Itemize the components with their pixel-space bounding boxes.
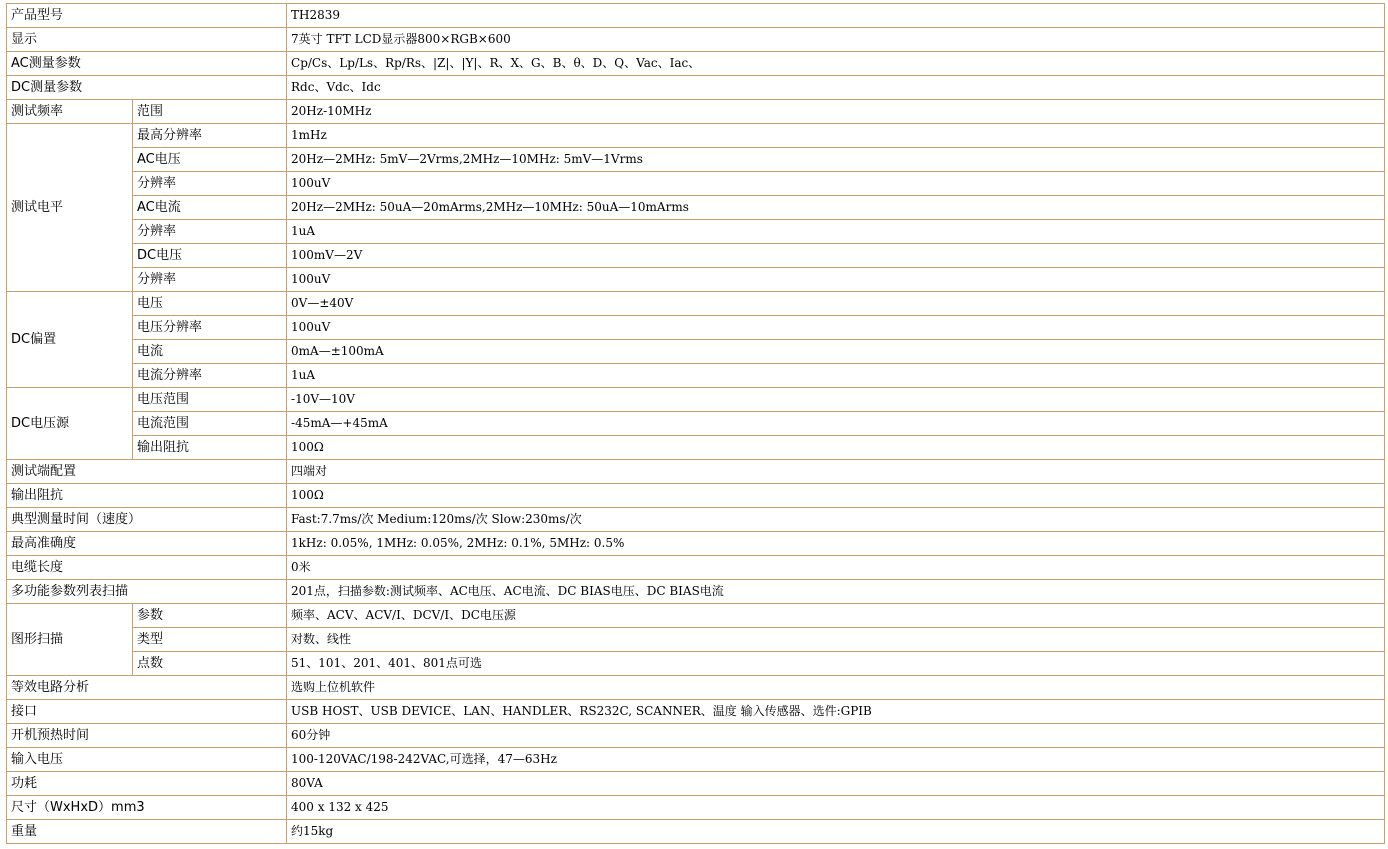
spec-value: 对数、线性	[287, 628, 1385, 652]
spec-value: 选购上位机软件	[287, 676, 1385, 700]
spec-value: 1uA	[287, 220, 1385, 244]
spec-sub-label: 电流范围	[133, 412, 287, 436]
spec-row	[7, 340, 1385, 364]
spec-sub-label: 分辨率	[133, 268, 287, 292]
spec-label: 显示	[7, 28, 287, 52]
spec-group-label: 图形扫描	[7, 604, 133, 676]
spec-sub-label: 电流	[133, 340, 287, 364]
spec-label: 等效电路分析	[7, 676, 287, 700]
spec-value: 1uA	[287, 364, 1385, 388]
spec-row	[7, 316, 1385, 340]
spec-label: 输入电压	[7, 748, 287, 772]
spec-label: 测试端配置	[7, 460, 287, 484]
spec-label: 产品型号	[7, 4, 287, 28]
spec-row	[7, 652, 1385, 676]
spec-value: 51、101、201、401、801点可选	[287, 652, 1385, 676]
spec-table-body	[7, 4, 1385, 844]
spec-row	[7, 580, 1385, 604]
spec-group-label: DC电压源	[7, 388, 133, 460]
spec-value: 频率、ACV、ACV/I、DCV/I、DC电压源	[287, 604, 1385, 628]
spec-value: 20Hz-10MHz	[287, 100, 1385, 124]
spec-sub-label: 最高分辨率	[133, 124, 287, 148]
spec-row	[7, 244, 1385, 268]
spec-row	[7, 628, 1385, 652]
spec-label: 输出阻抗	[7, 484, 287, 508]
spec-row	[7, 532, 1385, 556]
spec-value: Cp/Cs、Lp/Ls、Rp/Rs、|Z|、|Y|、R、X、G、B、θ、D、Q、Vac、Iac、	[287, 52, 1385, 76]
spec-row	[7, 28, 1385, 52]
spec-value: -45mA—+45mA	[287, 412, 1385, 436]
spec-sub-label: 参数	[133, 604, 287, 628]
spec-row	[7, 556, 1385, 580]
spec-row	[7, 148, 1385, 172]
spec-value: 400 x 132 x 425	[287, 796, 1385, 820]
spec-value: 0米	[287, 556, 1385, 580]
spec-row	[7, 52, 1385, 76]
spec-value: 1kHz: 0.05%, 1MHz: 0.05%, 2MHz: 0.1%, 5MHz: 0.5%	[287, 532, 1385, 556]
spec-row	[7, 268, 1385, 292]
spec-row	[7, 700, 1385, 724]
spec-row	[7, 820, 1385, 844]
spec-value: 约15kg	[287, 820, 1385, 844]
spec-row	[7, 772, 1385, 796]
spec-value: 100-120VAC/198-242VAC,可选择，47—63Hz	[287, 748, 1385, 772]
spec-label: AC测量参数	[7, 52, 287, 76]
spec-row	[7, 220, 1385, 244]
spec-row	[7, 388, 1385, 412]
spec-row	[7, 196, 1385, 220]
spec-value: 201点，扫描参数:测试频率、AC电压、AC电流、DC BIAS电压、DC BIAS电流	[287, 580, 1385, 604]
spec-value: 100Ω	[287, 436, 1385, 460]
spec-row	[7, 76, 1385, 100]
spec-group-label: DC偏置	[7, 292, 133, 388]
spec-sub-label: 分辨率	[133, 172, 287, 196]
spec-row	[7, 676, 1385, 700]
spec-sub-label: AC电流	[133, 196, 287, 220]
spec-sub-label: 类型	[133, 628, 287, 652]
spec-table	[6, 3, 1385, 844]
spec-row	[7, 460, 1385, 484]
spec-sub-label: 电压范围	[133, 388, 287, 412]
spec-value: USB HOST、USB DEVICE、LAN、HANDLER、RS232C, SCANNER、温度 输入传感器、选件:GPIB	[287, 700, 1385, 724]
spec-value: 100uV	[287, 316, 1385, 340]
spec-row	[7, 508, 1385, 532]
spec-value: 100mV—2V	[287, 244, 1385, 268]
spec-label: 功耗	[7, 772, 287, 796]
spec-value: Rdc、Vdc、Idc	[287, 76, 1385, 100]
spec-value: 0mA—±100mA	[287, 340, 1385, 364]
spec-value: 20Hz—2MHz: 50uA—20mArms,2MHz—10MHz: 50uA—10mArms	[287, 196, 1385, 220]
spec-value: 100uV	[287, 268, 1385, 292]
spec-label: 多功能参数列表扫描	[7, 580, 287, 604]
spec-label: 最高准确度	[7, 532, 287, 556]
spec-label: DC测量参数	[7, 76, 287, 100]
spec-row	[7, 172, 1385, 196]
spec-row	[7, 364, 1385, 388]
spec-row	[7, 412, 1385, 436]
spec-value: 80VA	[287, 772, 1385, 796]
spec-label: 接口	[7, 700, 287, 724]
spec-value: 四端对	[287, 460, 1385, 484]
spec-value: 20Hz—2MHz: 5mV—2Vrms,2MHz—10MHz: 5mV—1Vrms	[287, 148, 1385, 172]
spec-value: 7英寸 TFT LCD显示器800×RGB×600	[287, 28, 1385, 52]
spec-label: 典型测量时间（速度）	[7, 508, 287, 532]
spec-value: Fast:7.7ms/次 Medium:120ms/次 Slow:230ms/次	[287, 508, 1385, 532]
spec-sub-label: 电压	[133, 292, 287, 316]
spec-sub-label: 范围	[133, 100, 287, 124]
spec-label: 尺寸（WxHxD）mm3	[7, 796, 287, 820]
spec-group-label: 测试频率	[7, 100, 133, 124]
spec-row	[7, 292, 1385, 316]
spec-sub-label: 输出阻抗	[133, 436, 287, 460]
spec-value: 60分钟	[287, 724, 1385, 748]
spec-row	[7, 724, 1385, 748]
spec-row	[7, 100, 1385, 124]
spec-row	[7, 796, 1385, 820]
spec-label: 开机预热时间	[7, 724, 287, 748]
spec-sub-label: 电压分辨率	[133, 316, 287, 340]
spec-row	[7, 748, 1385, 772]
spec-row	[7, 436, 1385, 460]
spec-group-label: 测试电平	[7, 124, 133, 292]
spec-sub-label: 电流分辨率	[133, 364, 287, 388]
spec-value: 100Ω	[287, 484, 1385, 508]
spec-row	[7, 4, 1385, 28]
spec-sub-label: DC电压	[133, 244, 287, 268]
spec-value: TH2839	[287, 4, 1385, 28]
spec-label: 电缆长度	[7, 556, 287, 580]
spec-value: -10V—10V	[287, 388, 1385, 412]
spec-sub-label: 点数	[133, 652, 287, 676]
spec-value: 0V—±40V	[287, 292, 1385, 316]
spec-value: 1mHz	[287, 124, 1385, 148]
spec-row	[7, 604, 1385, 628]
spec-sub-label: 分辨率	[133, 220, 287, 244]
spec-value: 100uV	[287, 172, 1385, 196]
spec-row	[7, 484, 1385, 508]
spec-row	[7, 124, 1385, 148]
spec-sub-label: AC电压	[133, 148, 287, 172]
spec-label: 重量	[7, 820, 287, 844]
